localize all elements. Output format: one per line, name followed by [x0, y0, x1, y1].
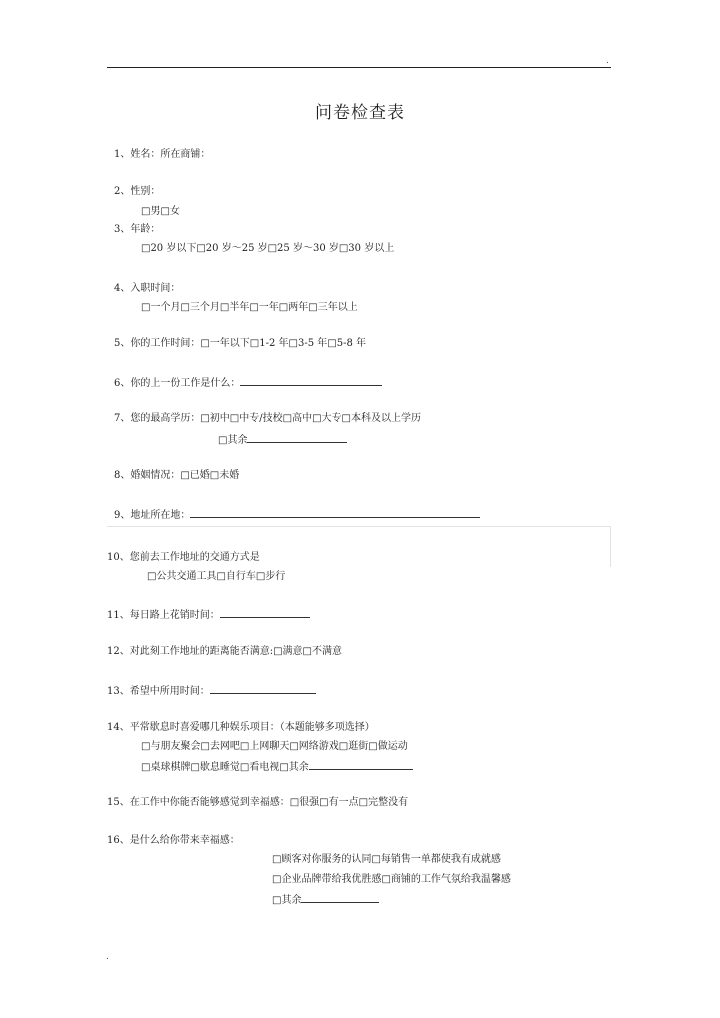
- question-16-options-2[interactable]: □企业品牌带给我优胜感□商铺的工作气氛给我温馨感: [272, 874, 511, 885]
- question-14-options-1[interactable]: □与朋友聚会□去网吧□上网聊天□网络游戏□逛街□做运动: [141, 741, 408, 752]
- header-dot: .: [606, 56, 609, 66]
- question-15[interactable]: 15、在工作中你能否能够感觉到幸福感：□很强□有一点□完整没有: [107, 797, 409, 808]
- question-8[interactable]: 8、婚姻情况：□已婚□未婚: [114, 470, 240, 481]
- question-9-row: [114, 507, 480, 523]
- question-2-options[interactable]: □男□女: [141, 206, 180, 217]
- question-16-options-1[interactable]: □顾客对你服务的认同□每销售一单都使我有成就感: [272, 854, 501, 865]
- question-4-options[interactable]: □一个月□三个月□半年□一年□两年□三年以上: [141, 302, 358, 313]
- question-7-other[interactable]: □其余: [218, 435, 248, 446]
- question-10: 10、您前去工作地址的交通方式是: [107, 552, 260, 563]
- question-1: 1、姓名：所在商铺：: [114, 149, 211, 160]
- question-13-blank[interactable]: [210, 683, 316, 694]
- header-rule: [107, 67, 611, 68]
- question-4: 4、入职时间：: [114, 283, 181, 294]
- question-9-blank[interactable]: [190, 507, 480, 518]
- question-16-other-blank[interactable]: [301, 892, 379, 903]
- question-3: 3、年龄：: [114, 224, 161, 235]
- question-14-options-2[interactable]: □桌球棋牌□歇息睡觉□看电视□其余: [141, 762, 309, 773]
- question-9: 9、地址所在地：: [114, 510, 191, 521]
- question-2: 2、性别：: [114, 186, 161, 197]
- page-title: 问卷检查表: [315, 103, 405, 123]
- question-5[interactable]: 5、你的工作时间：□一年以下□1-2 年□3-5 年□5-8 年: [114, 338, 367, 349]
- question-16: 16、是什么给你带来幸福感：: [107, 835, 240, 846]
- footer-dot: .: [106, 952, 109, 962]
- question-7[interactable]: 7、您的最高学历：□初中□中专/技校□高中□大专□本科及以上学历: [114, 413, 421, 424]
- question-13-row: [107, 683, 316, 699]
- question-14: 14、平常歇息时喜爱哪几种娱乐项目：（本题能够多项选择）: [107, 722, 375, 733]
- question-14-other-blank[interactable]: [309, 759, 413, 770]
- question-11: 11、每日路上花销时间：: [107, 610, 220, 621]
- question-3-options[interactable]: □20 岁以下□20 岁～25 岁□25 岁～30 岁□30 岁以上: [141, 243, 395, 254]
- question-11-row: [107, 607, 310, 623]
- question-6: 6、你的上一份工作是什么：: [114, 378, 241, 389]
- question-7-other-blank[interactable]: [247, 432, 347, 443]
- question-14-options-2-row: [141, 759, 413, 775]
- question-10-options[interactable]: □公共交通工具□自行车□步行: [147, 571, 286, 582]
- question-12[interactable]: 12、对此刻工作地址的距离能否满意:□满意□不满意: [107, 646, 342, 657]
- question-6-blank[interactable]: [240, 375, 382, 386]
- question-16-options-3[interactable]: □其余: [272, 895, 302, 906]
- question-16-options-3-row: [272, 892, 379, 908]
- question-6-row: [114, 375, 382, 391]
- question-11-blank[interactable]: [220, 607, 310, 618]
- question-7-other-row: [218, 432, 347, 448]
- question-13: 13、希望中所用时间：: [107, 686, 210, 697]
